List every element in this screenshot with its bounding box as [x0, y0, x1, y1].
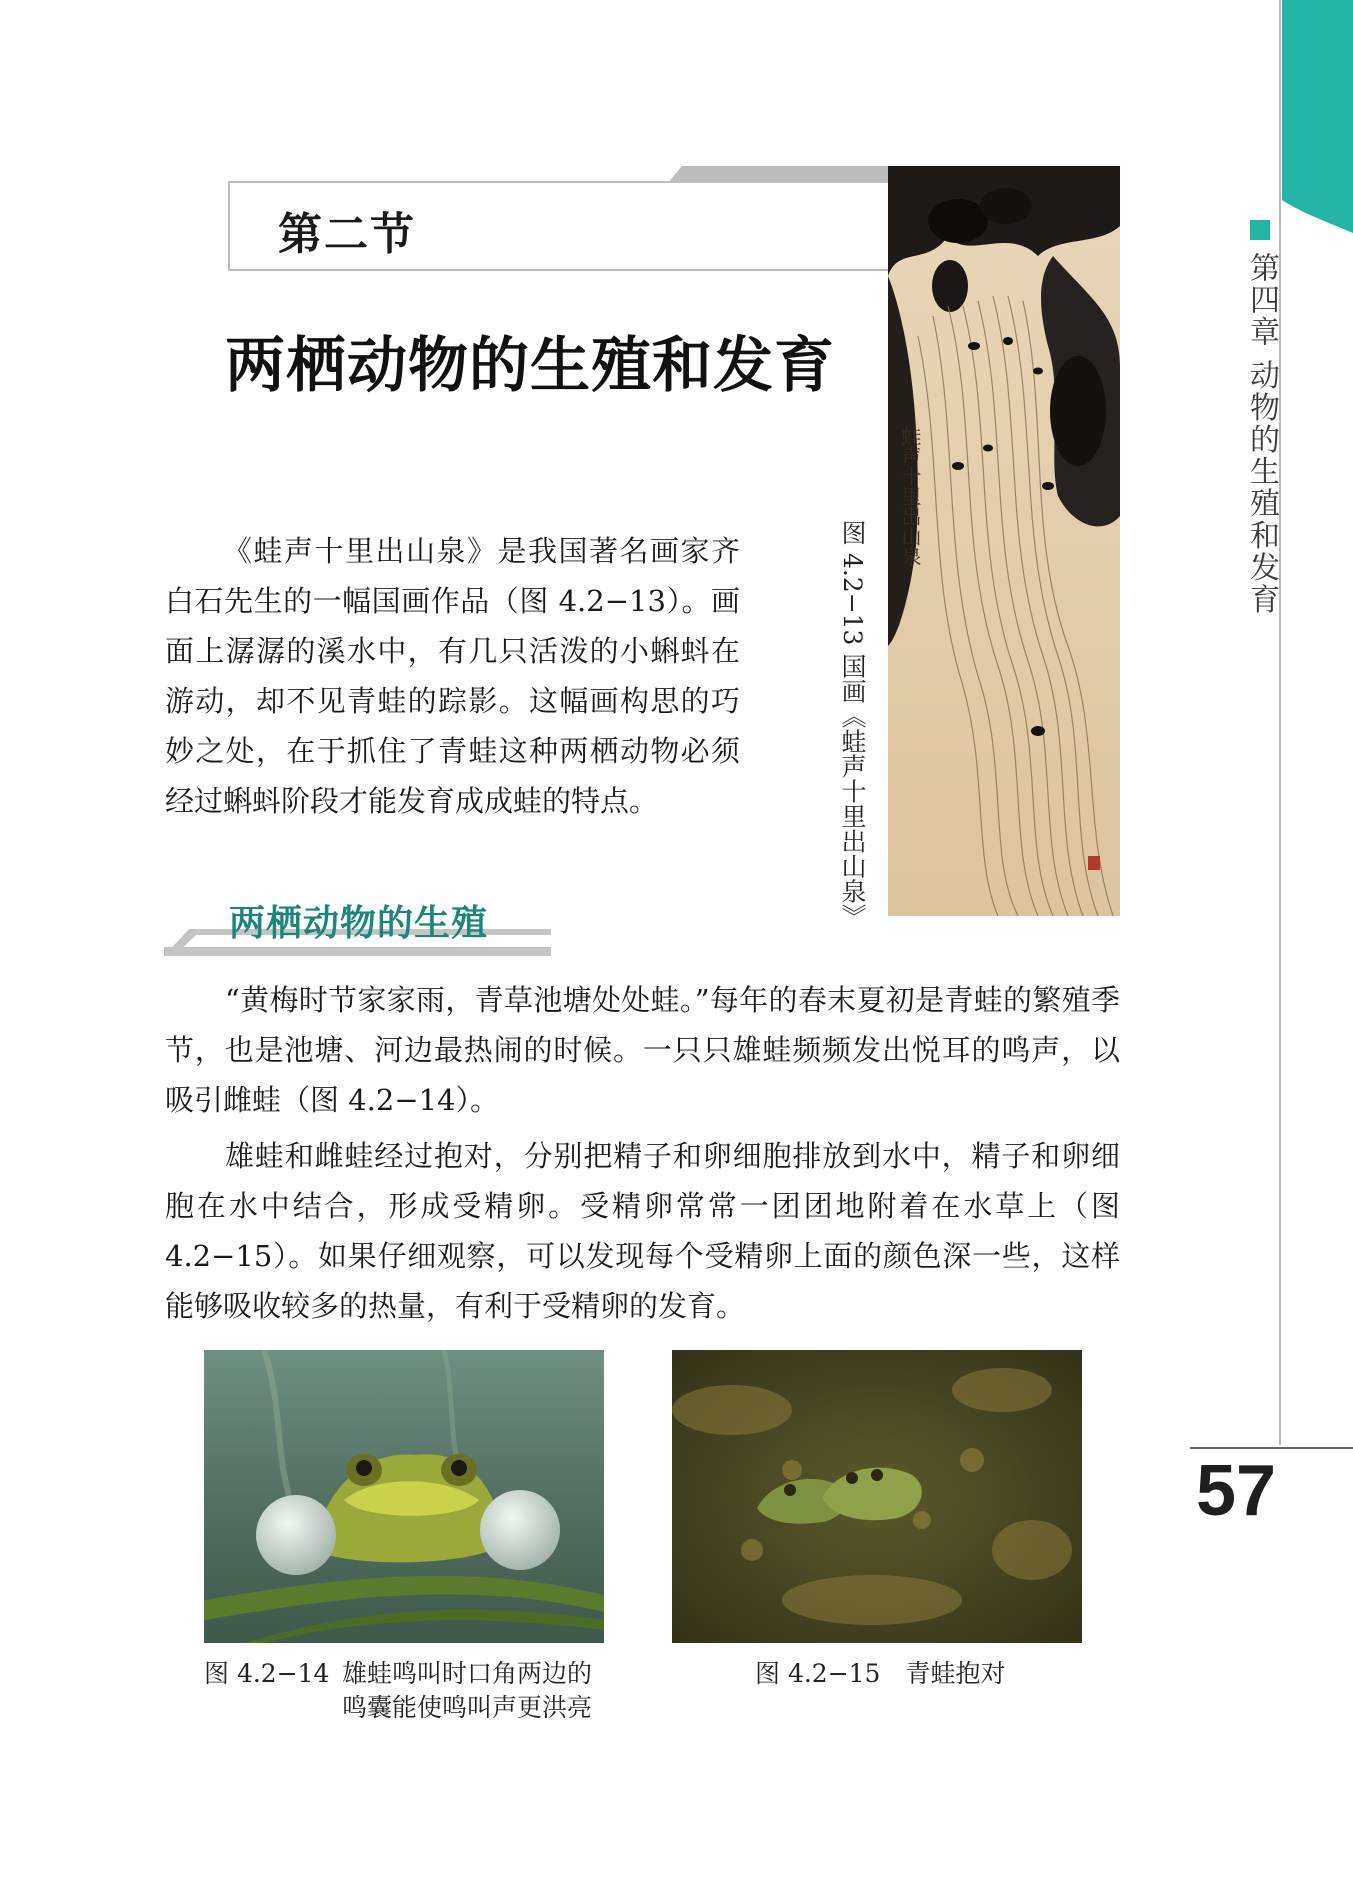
painting-inscription: 蛙声十里出山泉	[898, 426, 922, 566]
subsection-title: 两栖动物的生殖	[229, 903, 489, 944]
intro-paragraph: 《蛙声十里出山泉》是我国著名画家齐白石先生的一幅国画作品（图 4.2−13）。画面上潺潺的溪水中，有几只活泼的小蝌蚪在游动，却不见青蛙的踪影。这幅画构思的巧妙之处，在于抓住了青蛙这种两栖动物必须经过蝌蚪阶段才能发育成成蛙的特点。	[165, 534, 740, 818]
section-title: 两栖动物的生殖和发育	[225, 331, 835, 401]
figure-13-caption: 图 4.2−13 国画《蛙声十里出山泉》	[838, 520, 867, 929]
body-paragraph: 雄蛙和雌蛙经过抱对，分别把精子和卵细胞排放到水中，精子和卵细胞在水中结合，形成受精卵。受精卵常常一团团地附着在水草上（图 4.2−15）。如果仔细观察，可以发现每个受精卵上面的颜色深一些，这样能够吸收较多的热量，有利于受精卵的发育。	[165, 1139, 1120, 1323]
figure-14-caption: 雄蛙鸣叫时口角两边的鸣囊能使鸣叫声更洪亮	[342, 1659, 593, 1722]
page-number-rule	[1190, 1447, 1353, 1449]
painting-image	[888, 166, 1120, 916]
chapter-tab	[1282, 0, 1353, 233]
body-paragraph: “黄梅时节家家雨，青草池塘处处蛙。”每年的春末夏初是青蛙的繁殖季节，也是池塘、河边最热闹的时候。一只只雄蛙频频发出悦耳的鸣声，以吸引雌蛙（图 4.2−14）。	[165, 983, 1120, 1117]
chapter-marker	[1250, 220, 1270, 240]
calling-frog-photo	[204, 1350, 604, 1643]
figure-14-label: 图 4.2−14	[204, 1659, 330, 1688]
margin-rule	[1279, 0, 1281, 1445]
section-label: 第二节	[278, 209, 416, 260]
running-chapter-title: 第四章 动物的生殖和发育	[1244, 252, 1279, 616]
body-text	[165, 975, 1120, 1331]
amplexus-photo	[672, 1350, 1082, 1643]
page-number: 57	[1196, 1451, 1277, 1531]
figure-15-caption: 图 4.2−15 青蛙抱对	[755, 1659, 1006, 1688]
